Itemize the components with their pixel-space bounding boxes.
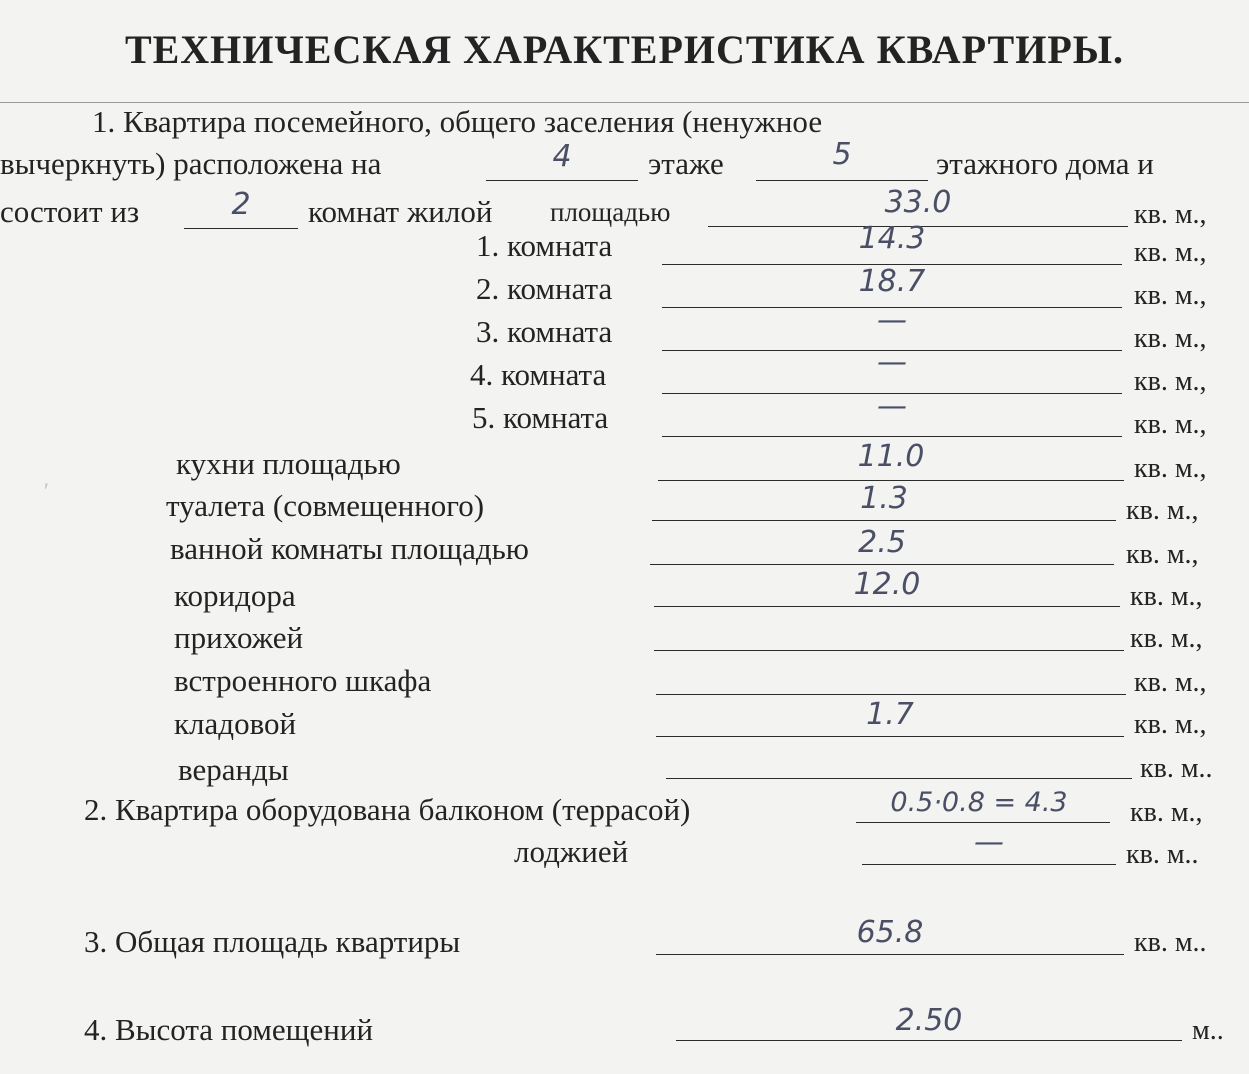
section3-label: 3. Общая площадь квартиры <box>84 924 461 959</box>
area-label: кухни площадью <box>176 446 401 481</box>
area-line <box>650 564 1114 565</box>
area-value: 11.0 <box>857 439 925 474</box>
room-label: 1. комната <box>476 228 613 263</box>
area-unit: кв. м., <box>1134 453 1207 484</box>
area-label: прихожей <box>174 620 304 655</box>
ceiling-height-unit: м.. <box>1192 1015 1224 1046</box>
loggia-label: лоджией <box>514 834 629 869</box>
section2-label: 2. Квартира оборудована балконом (террасой) <box>84 792 691 827</box>
loggia-line <box>862 864 1116 865</box>
balcony-value: 0.5·0.8 = 4.3 <box>890 787 1068 818</box>
room-unit: кв. м., <box>1134 323 1207 354</box>
room-label: 5. комната <box>472 400 609 435</box>
floor-value: 4 <box>552 139 572 174</box>
room-label: 2. комната <box>476 271 613 306</box>
area-line <box>654 606 1120 607</box>
room-value: 14.3 <box>858 221 926 256</box>
room-value: — <box>877 345 907 380</box>
room-label: 4. комната <box>470 357 607 392</box>
area-unit: кв. м., <box>1126 495 1199 526</box>
area-label: коридора <box>174 578 296 613</box>
area-line <box>652 520 1116 521</box>
section1-line2-a: вычеркнуть) расположена на <box>0 146 382 181</box>
balcony-unit: кв. м., <box>1130 797 1203 828</box>
room-label: 3. комната <box>476 314 613 349</box>
floors-total-line <box>756 180 928 181</box>
area-line <box>666 778 1132 779</box>
living-area-unit: кв. м., <box>1134 199 1207 230</box>
area-line <box>656 694 1126 695</box>
room-line <box>662 436 1122 437</box>
area-value: 1.7 <box>866 697 914 732</box>
area-unit: кв. м., <box>1134 667 1207 698</box>
area-unit: кв. м.. <box>1140 753 1213 784</box>
loggia-unit: кв. м.. <box>1126 839 1199 870</box>
total-area-unit: кв. м.. <box>1134 927 1207 958</box>
total-area-line <box>656 954 1124 955</box>
area-line <box>656 736 1124 737</box>
area-value: 1.3 <box>860 481 908 516</box>
room-unit: кв. м., <box>1134 409 1207 440</box>
top-rule <box>0 102 1249 103</box>
area-line <box>654 650 1124 651</box>
section1-line1: 1. Квартира посемейного, общего заселения (ненужное <box>92 104 823 139</box>
area-label: ванной комнаты площадью <box>170 531 529 566</box>
room-value: 18.7 <box>858 264 926 299</box>
area-label: туалета (совмещенного) <box>166 488 485 523</box>
room-unit: кв. м., <box>1134 237 1207 268</box>
section1-line2-c: этажного дома и <box>936 146 1154 181</box>
area-unit: кв. м., <box>1130 623 1203 654</box>
area-unit: кв. м., <box>1126 539 1199 570</box>
section1-line2-b: этаже <box>648 146 724 181</box>
area-value: 2.5 <box>858 525 906 560</box>
section1-line3-a: состоит из <box>0 194 140 229</box>
area-label: веранды <box>178 752 289 787</box>
ceiling-height-line <box>676 1040 1182 1041</box>
area-value: 12.0 <box>853 567 921 602</box>
area-unit: кв. м., <box>1130 581 1203 612</box>
rooms-count-value: 2 <box>231 187 251 222</box>
rooms-count-line <box>184 228 298 229</box>
room-value: — <box>877 303 907 338</box>
stray-mark: ′ <box>44 478 49 503</box>
room-unit: кв. м., <box>1134 366 1207 397</box>
area-label: кладовой <box>174 706 297 741</box>
ceiling-height-value: 2.50 <box>895 1003 963 1038</box>
total-area-value: 65.8 <box>856 915 924 950</box>
document-title: ТЕХНИЧЕСКАЯ ХАРАКТЕРИСТИКА КВАРТИРЫ. <box>124 27 1125 72</box>
balcony-line <box>856 822 1110 823</box>
section1-line3-c: площадью <box>550 197 671 227</box>
floor-line <box>486 180 638 181</box>
section4-label: 4. Высота помещений <box>84 1012 374 1047</box>
area-unit: кв. м., <box>1134 709 1207 740</box>
area-label: встроенного шкафа <box>174 663 432 698</box>
loggia-value: — <box>974 825 1004 860</box>
room-unit: кв. м., <box>1134 280 1207 311</box>
section1-line3-b: комнат жилой <box>308 194 493 229</box>
living-area-value: 33.0 <box>884 185 952 220</box>
floors-total-value: 5 <box>832 137 852 172</box>
room-value: — <box>877 389 907 424</box>
